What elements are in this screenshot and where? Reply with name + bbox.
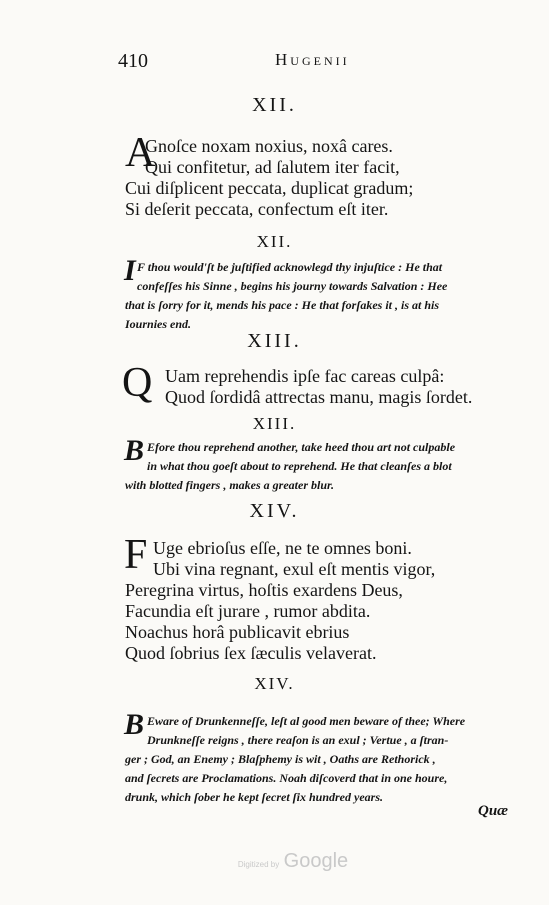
drop-cap-b: B bbox=[124, 708, 145, 741]
digitized-watermark bbox=[228, 850, 358, 873]
latin-line: Uam reprehendis ipſe fac careas culpâ: bbox=[165, 366, 445, 386]
english-line: drunk, which ſober he kept ſecret ſix hundred years. bbox=[125, 790, 383, 804]
english-line: F thou would'ſt be juſtified acknowlegd thy injuſtice : He that bbox=[137, 260, 443, 274]
english-line: Efore thou reprehend another, take heed thou art not culpable bbox=[147, 440, 456, 454]
latin-line: Gnoſce noxam noxius, noxâ cares. bbox=[145, 136, 393, 156]
catchword: Quæ bbox=[478, 803, 509, 819]
drop-cap-f: F bbox=[124, 532, 148, 578]
english-line: ger ; God, an Enemy ; Blaſphemy is wit , Oaths are Rethorick , bbox=[125, 752, 436, 766]
english-heading-xiii: XIII. bbox=[252, 414, 297, 433]
english-line: Eware of Drunkenneſſe, leſt al good men beware of thee; Where bbox=[147, 714, 466, 728]
running-title: Hugenii bbox=[275, 50, 350, 69]
english-line: Iournies end. bbox=[125, 317, 192, 331]
latin-heading-xiii: XIII. bbox=[247, 330, 302, 352]
latin-line: Qui confitetur, ad ſalutem iter facit, bbox=[145, 157, 400, 177]
latin-line: Si deſerit peccata, confectum eſt iter. bbox=[125, 199, 389, 219]
english-line: that is ſorry for it, mends his pace : He that forſakes it , is at his bbox=[125, 298, 440, 312]
english-translation-xii bbox=[124, 254, 525, 334]
watermark-prefix: Digitized by bbox=[237, 860, 280, 869]
latin-epigram-xiv bbox=[125, 538, 525, 664]
english-heading-xii: XII. bbox=[256, 232, 293, 251]
latin-line: Uge ebrioſus eſſe, ne te omnes boni. bbox=[153, 538, 412, 558]
latin-heading-xii: XII. bbox=[252, 94, 297, 116]
english-line: Drunkneſſe reigns , there reaſon is an exul ; Vertue , a ſtran- bbox=[147, 733, 449, 747]
latin-epigram-xiii bbox=[125, 366, 525, 408]
latin-line: Quod ſordidâ attrectas manu, magis ſordet. bbox=[165, 387, 473, 407]
latin-line: Quod ſobrius ſex ſæculis velaverat. bbox=[125, 643, 377, 663]
drop-cap-i: I bbox=[124, 254, 136, 287]
latin-line: Noachus horâ publicavit ebrius bbox=[125, 622, 350, 642]
english-line: with blotted fingers , makes a greater blur. bbox=[125, 478, 335, 492]
latin-epigram-xii bbox=[125, 136, 525, 220]
latin-heading-xiv: XIV. bbox=[249, 500, 300, 522]
drop-cap-a: A bbox=[125, 130, 156, 176]
english-translation-xiv bbox=[124, 708, 525, 807]
latin-line: Ubi vina regnant, exul eſt mentis vigor, bbox=[153, 559, 436, 579]
english-heading-xiv: XIV. bbox=[254, 674, 295, 693]
latin-line: Peregrina virtus, hoſtis exardens Deus, bbox=[125, 580, 403, 600]
english-line: in what thou goeſt about to reprehend. He that cleanſes a blot bbox=[147, 459, 452, 473]
page-number: 410 bbox=[118, 50, 148, 72]
english-line: confeſſes his Sinne , begins his journy towards Salvation : Hee bbox=[137, 279, 448, 293]
latin-line: Facundia eſt jurare , rumor abdita. bbox=[125, 601, 371, 621]
english-translation-xiii bbox=[124, 434, 525, 495]
running-head bbox=[118, 50, 518, 76]
drop-cap-b: B bbox=[124, 434, 145, 467]
latin-line: Cui diſplicent peccata, duplicat gradum; bbox=[125, 178, 414, 198]
drop-cap-q: Q bbox=[122, 360, 153, 406]
english-line: and ſecrets are Proclamations. Noah diſcoverd that in one houre, bbox=[125, 771, 448, 785]
watermark-brand: Google bbox=[283, 850, 349, 872]
